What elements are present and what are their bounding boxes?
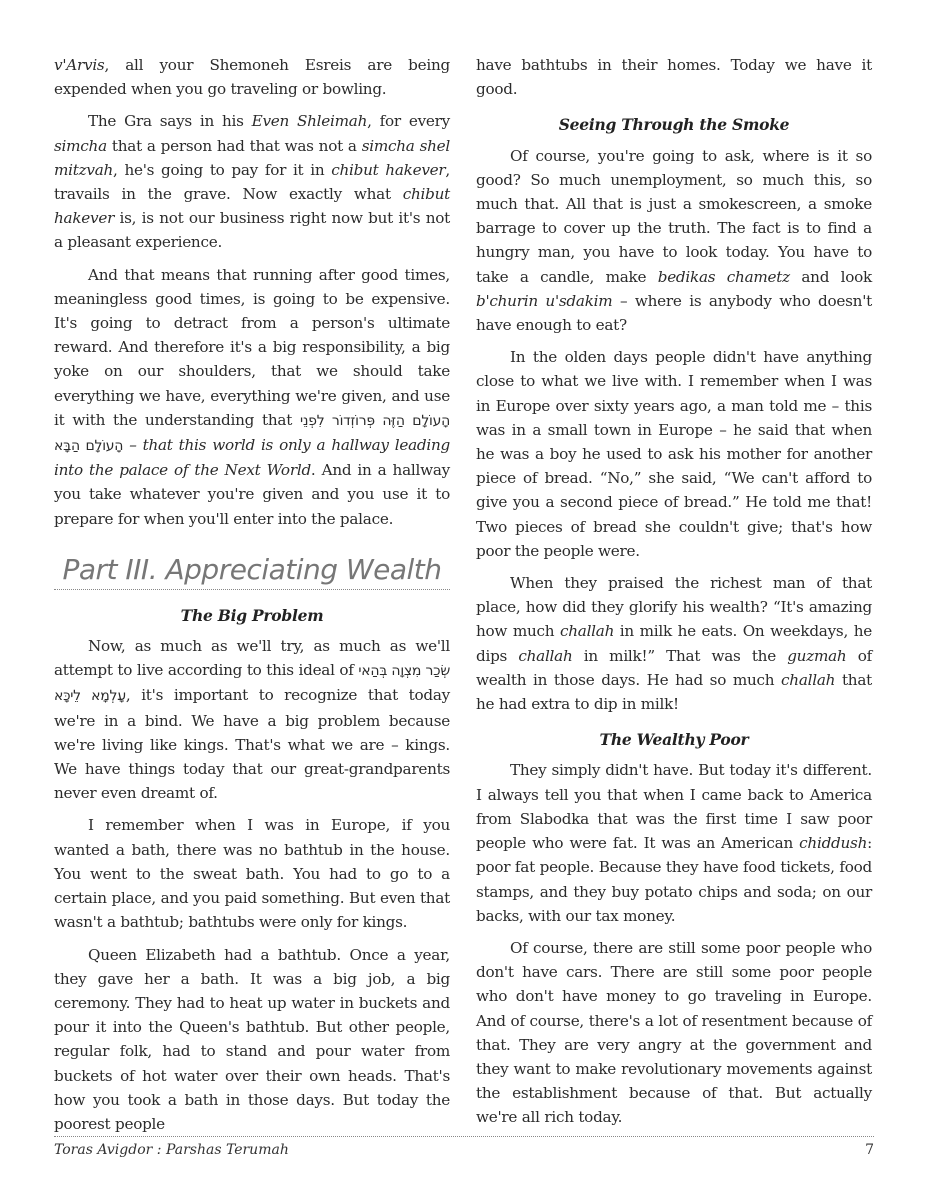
paragraph: Of course, there are still some poor people who don't have cars. There are still some poor people who don't have money to go traveling in Europe. And of course, there's a lot of resentment because of that. They are very angry at the government and they want to make revolutionary movements against the establishment because of that. But actually we're all rich today. [476,938,872,1127]
hebrew-quote: הָעוֹלָם הַזֶּה פְּרוֹזְדוֹר לִפְנֵי הָעוֹלָם הַבָּא [54,412,450,455]
paragraph [476,571,872,716]
paragraph-text: that a person had that was not a [106,136,362,155]
section-subheading: The Big Problem [180,605,324,625]
paragraph-text: , travails in the grave. Now exactly what [54,160,450,204]
paragraph [54,263,450,531]
italic-term: b'churin u'sdakim [476,291,613,310]
italic-translation: – that this world is only a hallway leading into the palace of the Next World [54,436,450,480]
italic-term: challah [559,622,615,641]
paragraph: I remember when I was in Europe, if you wanted a bath, there was no bathtub in the house. You went to the sweat bath. You had to go to a certain place, and you paid something. But even that wasn't a bathtub; bathtubs were only for kings. [54,816,450,932]
paragraph-text: – where is anybody who doesn't have enough to eat? [476,291,872,335]
paragraph: Queen Elizabeth had a bathtub. Once a year, they gave her a bath. It was a big job, a big ceremony. They had to heat up water in buckets and pour it into the Queen's bathtub. But other people, regular folk, had to stand and pour water from buckets of hot water over their own heads. That's how you took a bath in those days. But today the poorest people [54,945,450,1133]
section-subheading: The Wealthy Poor [599,730,749,750]
page-footer [54,1136,874,1158]
paragraph-text: . And in a hallway you take whatever you're given and you use it to prepare for when you'll enter into the palace. [54,461,450,528]
paragraph: have bathtubs in their homes. Today we have it good. [476,56,872,99]
italic-term: Even Shleimah [251,112,368,131]
italic-term: challah [518,646,573,665]
right-column [476,53,872,1138]
paragraph [54,109,450,254]
paragraph-text: Of course, you're going to ask, where is it so good? So much unemployment, so much this, so much that. All that is just a smokescreen, a smoke barrage to cover up the truth. The fact is to find a hungry man, you have to look today. You have to take a candle, make [476,146,872,286]
italic-term: chibut hakever [331,160,446,179]
paragraph-text: When they praised the richest man of that place, how did they glorify his wealth? “It's amazing how much [476,574,872,641]
paragraph-text: of wealth in those days. He had so much [476,646,872,689]
italic-term: chiddush [799,834,868,853]
italic-term: simcha shel mitzvah [54,136,450,179]
paragraph-text: in milk he eats. On weekdays, he dips [476,622,872,665]
part-title: Part III. Appreciating Wealth [54,553,450,590]
paragraph-text: , he's going to pay for it in [113,160,332,179]
italic-term: simcha [54,136,107,155]
paragraph [54,53,450,101]
italic-term: bedikas chametz [657,267,790,286]
paragraph-text: in milk!” That was the [572,646,788,665]
paragraph-text: is, is not our business right now but it's not a pleasant experience. [54,209,450,252]
italic-term: challah [781,670,836,689]
paragraph: In the olden days people didn't have anything close to what we live with. I remember when I was in Europe over sixty years ago, a man told me – this was in a small town in Europe – he said that when he was a boy he used to ask his mother for another piece of bread. “No,” she said, “We can't afford to give you a second piece of bread.” He told me that! Two pieces of bread she couldn't give; that's how poor the people were. [476,348,872,560]
italic-term: chibut hakever [54,185,450,228]
paragraph-text: They simply didn't have. But today it's different. I always tell you that when I came back to America from Slabodka that was the first time I saw poor people who were fat. It was an American [476,761,872,853]
page-number: 7 [865,1142,874,1158]
paragraph-text: , all your Shemoneh Esreis are being expended when you go traveling or bowling. [54,56,450,99]
section-subheading: Seeing Through the Smoke [558,115,790,135]
paragraph [476,144,872,338]
italic-term: v'Arvis [54,56,105,74]
paragraph-text: : poor fat people. Because they have food tickets, food stamps, and they buy potato chips and soda; on our backs, with our tax money. [476,834,872,925]
paragraph [476,758,872,927]
paragraph-text: Now, as much as we'll try, as much as we'll attempt to live according to this ideal of [54,637,450,680]
hebrew-quote: שְׂכַר מִצְוָה בְּהַאי עָלְמָא לֵיכָּא [54,663,450,705]
paragraph-text: The Gra says in his [88,112,252,131]
paragraph [54,634,450,805]
paragraph-text: And that means that running after good times, meaningless good times, is going to be expensive. It's going to detract from a person's ultimate reward. And therefore it's a big responsibility, a big yoke on our shoulders, that we should take everything we have, everything we're given, and use it with the understanding that [54,265,450,429]
paragraph-text: , it's important to recognize that today we're in a bind. We have a big problem because we're living like kings. That's what we are – kings. We have things today that our great-grandparents never even dreamt of. [54,686,450,803]
italic-term: guzmah [787,646,847,665]
paragraph-text: , for every [367,112,451,131]
paragraph-text: that he had extra to dip in milk! [476,670,872,714]
running-title: Toras Avigdor : Parshas Terumah [54,1142,289,1158]
paragraph-text: and look [789,267,873,286]
left-column [54,53,450,1144]
